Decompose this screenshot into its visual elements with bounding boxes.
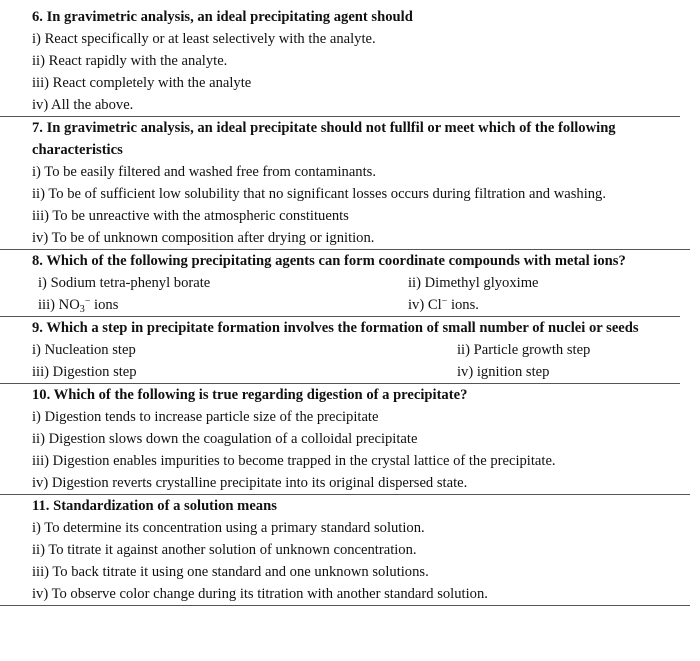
question-11-option-4: iv) To observe color change during its titration with another standard solution.	[32, 586, 488, 602]
question-8-option-1: i) Sodium tetra-phenyl borate	[38, 275, 211, 291]
question-6-title: 6. In gravimetric analysis, an ideal precipitating agent should	[32, 9, 413, 25]
question-7	[0, 117, 690, 250]
question-7-option-3: iii) To be unreactive with the atmospheric constituents	[32, 208, 349, 224]
question-8-title: 8. Which of the following precipitating agents can form coordinate compounds with metal ions?	[32, 253, 626, 269]
question-7-title: 7. In gravimetric analysis, an ideal precipitate should not fullfil or meet which of the following characteristics	[32, 120, 616, 158]
question-6-option-2: ii) React rapidly with the analyte.	[32, 53, 228, 69]
question-11-option-3: iii) To back titrate it using one standard and one unknown solutions.	[32, 564, 429, 580]
question-11	[0, 495, 690, 606]
question-10-title: 10. Which of the following is true regarding digestion of a precipitate?	[32, 387, 468, 403]
question-6-option-4: iv) All the above.	[32, 97, 134, 113]
question-9-option-1: i) Nucleation step	[32, 342, 136, 358]
question-7-option-2: ii) To be of sufficient low solubility that no significant losses occurs during filtration and washing.	[32, 186, 606, 202]
question-8-option-3: iii) $NO_3^-$ ions	[38, 296, 119, 315]
question-9-option-4: iv) ignition step	[457, 364, 550, 380]
question-9-options-row-2	[32, 361, 666, 383]
question-6-option-1: i) React specifically or at least selectively with the analyte.	[32, 31, 376, 47]
question-10-option-2: ii) Digestion slows down the coagulation of a colloidal precipitate	[32, 431, 418, 447]
question-9-title: 9. Which a step in precipitate formation involves the formation of small number of nuclei or seeds	[32, 320, 639, 336]
question-7-option-4: iv) To be of unknown composition after drying or ignition.	[32, 230, 375, 246]
question-6	[0, 6, 680, 117]
question-9-options-row-1	[32, 339, 666, 361]
question-9	[0, 317, 680, 384]
question-6-option-3: iii) React completely with the analyte	[32, 75, 252, 91]
question-10-option-1: i) Digestion tends to increase particle size of the precipitate	[32, 409, 379, 425]
question-9-option-3: iii) Digestion step	[32, 364, 137, 380]
question-10	[0, 384, 690, 495]
question-8-option-4: iv) Cl− ions.	[408, 296, 479, 313]
question-11-option-1: i) To determine its concentration using a primary standard solution.	[32, 520, 425, 536]
question-8-options-row-1	[32, 272, 666, 294]
question-8-options-row-2	[32, 294, 666, 316]
question-7-option-1: i) To be easily filtered and washed free from contaminants.	[32, 164, 376, 180]
question-9-option-2: ii) Particle growth step	[457, 342, 591, 358]
question-11-title: 11. Standardization of a solution means	[32, 498, 277, 514]
question-11-option-2: ii) To titrate it against another solution of unknown concentration.	[32, 542, 417, 558]
question-10-option-3: iii) Digestion enables impurities to become trapped in the crystal lattice of the precipitate.	[32, 453, 556, 469]
question-10-option-4: iv) Digestion reverts crystalline precipitate into its original dispersed state.	[32, 475, 468, 491]
question-8-option-2: ii) Dimethyl glyoxime	[408, 275, 539, 291]
question-8	[0, 250, 680, 317]
